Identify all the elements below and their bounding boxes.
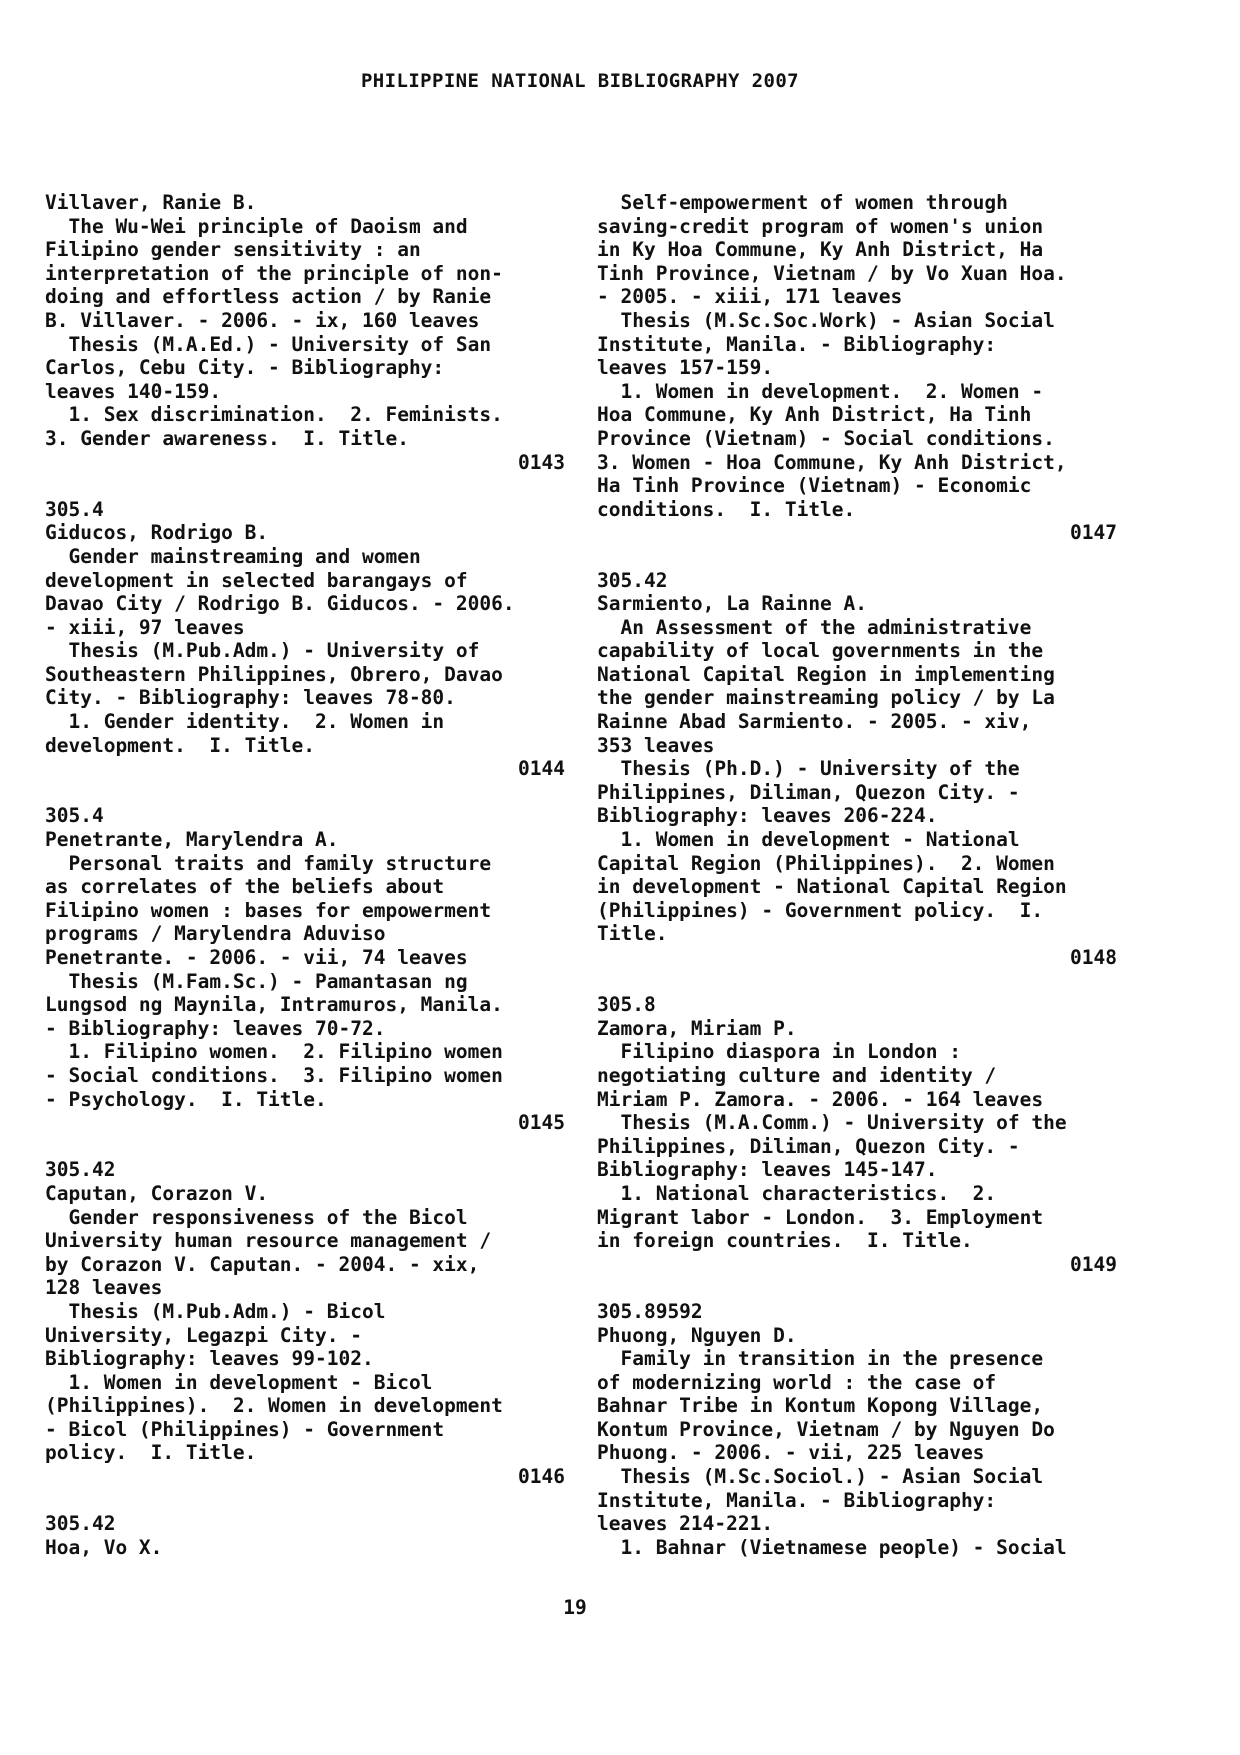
entry-line: - xiii, 97 leaves [45, 615, 245, 639]
entry-line: 305.42 [45, 1158, 116, 1182]
entry-line: 1. Gender identity. 2. Women in [45, 710, 445, 734]
entry-line: 128 leaves [45, 1276, 163, 1300]
entry-line: Philippines, Diliman, Quezon City. - [597, 1134, 1020, 1158]
entry-line: 353 leaves [597, 733, 715, 757]
entry-line: Bahnar Tribe in Kontum Kopong Village, [597, 1394, 1044, 1418]
entry-line: the gender mainstreaming policy / by La [597, 686, 1055, 710]
entry-line: leaves 214-221. [597, 1512, 774, 1536]
entry-line: leaves 157-159. [597, 356, 774, 380]
entry-line: Thesis (M.Pub.Adm.) - Bicol [45, 1299, 386, 1323]
entry-line: Thesis (Ph.D.) - University of the [597, 757, 1020, 781]
entry-line: Migrant labor - London. 3. Employment [597, 1205, 1044, 1229]
entry-line: capability of local governments in the [597, 639, 1044, 663]
entry-line: as correlates of the beliefs about [45, 875, 445, 899]
entry-line: policy. I. Title. [45, 1441, 257, 1465]
entry-line: Thesis (M.Pub.Adm.) - University of [45, 639, 480, 663]
entry-line: Phuong, Nguyen D. [597, 1323, 797, 1347]
entry-line: Villaver, Ranie B. [45, 191, 257, 214]
entry-line: - Bicol (Philippines) - Government [45, 1417, 445, 1441]
entry-line: Penetrante, Marylendra A. [45, 828, 339, 852]
entry-line: The Wu-Wei principle of Daoism and [45, 214, 468, 238]
entry-line: 1. Sex discrimination. 2. Feminists. [45, 403, 503, 427]
page-number: 19 [563, 1596, 587, 1619]
entry-line: 305.4 [45, 497, 104, 521]
bibliography-entry [45, 804, 565, 1134]
entry-line: University human resource management / [45, 1229, 492, 1253]
bibliography-entry [597, 569, 1117, 970]
entry-line: in Ky Hoa Commune, Ky Anh District, Ha [597, 238, 1044, 262]
entry-line: Thesis (M.A.Ed.) - University of San [45, 332, 492, 356]
entry-line: in foreign countries. I. Title. [597, 1229, 973, 1253]
bibliography-entry [45, 191, 565, 474]
entry-line: 305.8 [597, 993, 656, 1017]
entry-line: University, Legazpi City. - [45, 1323, 362, 1347]
entry-line: Personal traits and family structure [45, 851, 492, 875]
entry-line: Rainne Abad Sarmiento. - 2005. - xiv, [597, 710, 1032, 734]
bibliography-entry [597, 191, 1117, 545]
entry-line: Title. [597, 922, 668, 946]
entry-line: Thesis (M.Fam.Sc.) - Pamantasan ng [45, 969, 468, 993]
entry-line: by Corazon V. Caputan. - 2004. - xix, [45, 1252, 480, 1276]
entry-line: B. Villaver. - 2006. - ix, 160 leaves [45, 308, 480, 332]
entry-line: development in selected barangays of [45, 568, 468, 592]
entry-line: Province (Vietnam) - Social conditions. [597, 426, 1055, 450]
page-header-title: PHILIPPINE NATIONAL BIBLIOGRAPHY 2007 [360, 70, 800, 92]
entry-line: Philippines, Diliman, Quezon City. - [597, 780, 1020, 804]
entry-line: 305.42 [45, 1512, 116, 1536]
bibliography-entry [45, 498, 565, 781]
entry-line: development. I. Title. [45, 733, 316, 757]
entry-line: - 2005. - xiii, 171 leaves [597, 285, 903, 309]
entry-line: Filipino women : bases for empowerment [45, 898, 492, 922]
entry-number: 0143 [518, 450, 565, 474]
entry-line: interpretation of the principle of non- [45, 261, 503, 285]
entry-line: Phuong. - 2006. - vii, 225 leaves [597, 1441, 985, 1465]
entry-line: Capital Region (Philippines). 2. Women [597, 851, 1055, 875]
entry-number: 0147 [1070, 521, 1117, 545]
entry-line: 1. Women in development. 2. Women - [597, 379, 1044, 403]
entry-line: Bibliography: leaves 99-102. [45, 1347, 374, 1371]
entry-line: National Capital Region in implementing [597, 662, 1055, 686]
entry-line: 3. Gender awareness. I. Title. [45, 426, 409, 450]
entry-line: City. - Bibliography: leaves 78-80. [45, 686, 456, 710]
entry-number: 0146 [518, 1465, 565, 1489]
entry-line: Thesis (M.Sc.Sociol.) - Asian Social [597, 1465, 1044, 1489]
entry-line: Gender mainstreaming and women [45, 544, 421, 568]
entry-line: 1. Filipino women. 2. Filipino women [45, 1040, 503, 1064]
entry-line: 305.42 [597, 568, 668, 592]
entry-line: Ha Tinh Province (Vietnam) - Economic [597, 474, 1032, 498]
entry-line: Kontum Province, Vietnam / by Nguyen Do [597, 1417, 1055, 1441]
entry-line: doing and effortless action / by Ranie [45, 285, 492, 309]
entry-line: Sarmiento, La Rainne A. [597, 592, 868, 616]
entry-line: negotiating culture and identity / [597, 1063, 997, 1087]
entry-line: (Philippines) - Government policy. I. [597, 898, 1044, 922]
entry-line: - Bibliography: leaves 70-72. [45, 1016, 386, 1040]
entry-line: An Assessment of the administrative [597, 615, 1032, 639]
entry-number: 0144 [518, 757, 565, 781]
entry-line: Carlos, Cebu City. - Bibliography: [45, 356, 445, 380]
entry-line: Thesis (M.Sc.Soc.Work) - Asian Social [597, 308, 1055, 332]
entry-line: Hoa, Vo X. [45, 1535, 163, 1559]
entry-line: Zamora, Miriam P. [597, 1016, 797, 1040]
entry-line: Thesis (M.A.Comm.) - University of the [597, 1111, 1067, 1135]
entry-line: - Social conditions. 3. Filipino women [45, 1063, 503, 1087]
entry-line: 1. Women in development - Bicol [45, 1370, 433, 1394]
entry-line: 3. Women - Hoa Commune, Ky Anh District, [597, 450, 1067, 474]
entry-line: Gender responsiveness of the Bicol [45, 1205, 468, 1229]
bibliography-entry [45, 1158, 565, 1488]
entry-line: Institute, Manila. - Bibliography: [597, 332, 997, 356]
entry-number: 0149 [1070, 1252, 1117, 1276]
bibliography-entry [45, 1512, 565, 1559]
entry-line: Bibliography: leaves 206-224. [597, 804, 938, 828]
entry-line: Tinh Province, Vietnam / by Vo Xuan Hoa. [597, 261, 1067, 285]
entry-line: programs / Marylendra Aduviso [45, 922, 386, 946]
entry-line: Self-empowerment of women through [597, 191, 1008, 214]
entry-line: 305.4 [45, 804, 104, 828]
entry-line: 1. Women in development - National [597, 828, 1020, 852]
entry-line: conditions. I. Title. [597, 497, 856, 521]
entry-line: 1. Bahnar (Vietnamese people) - Social [597, 1535, 1067, 1559]
entry-line: Southeastern Philippines, Obrero, Davao [45, 662, 503, 686]
entry-line: saving-credit program of women's union [597, 214, 1044, 238]
entry-line: Family in transition in the presence [597, 1347, 1044, 1371]
entry-line: Filipino gender sensitivity : an [45, 238, 421, 262]
entry-line: (Philippines). 2. Women in development [45, 1394, 503, 1418]
entry-line: - Psychology. I. Title. [45, 1087, 327, 1111]
entry-line: 305.89592 [597, 1299, 703, 1323]
entry-line: Caputan, Corazon V. [45, 1181, 269, 1205]
entry-line: leaves 140-159. [45, 379, 222, 403]
entry-line: Giducos, Rodrigo B. [45, 521, 269, 545]
entry-number: 0145 [518, 1111, 565, 1135]
right-column [597, 191, 1117, 1559]
entry-line: Davao City / Rodrigo B. Giducos. - 2006. [45, 592, 515, 616]
bibliography-entry [597, 1300, 1117, 1560]
entry-line: Institute, Manila. - Bibliography: [597, 1488, 997, 1512]
bibliography-entry [597, 993, 1117, 1276]
entry-line: Penetrante. - 2006. - vii, 74 leaves [45, 946, 468, 969]
entry-line: Miriam P. Zamora. - 2006. - 164 leaves [597, 1087, 1044, 1111]
left-column [45, 191, 565, 1559]
entry-line: Bibliography: leaves 145-147. [597, 1158, 938, 1182]
entry-line: in development - National Capital Region [597, 875, 1067, 899]
entry-line: Filipino diaspora in London : [597, 1040, 961, 1064]
entry-line: Lungsod ng Maynila, Intramuros, Manila. [45, 993, 503, 1017]
entry-line: Hoa Commune, Ky Anh District, Ha Tinh [597, 403, 1032, 427]
entry-line: of modernizing world : the case of [597, 1370, 997, 1394]
entry-number: 0148 [1070, 946, 1117, 969]
entry-line: 1. National characteristics. 2. [597, 1181, 997, 1205]
